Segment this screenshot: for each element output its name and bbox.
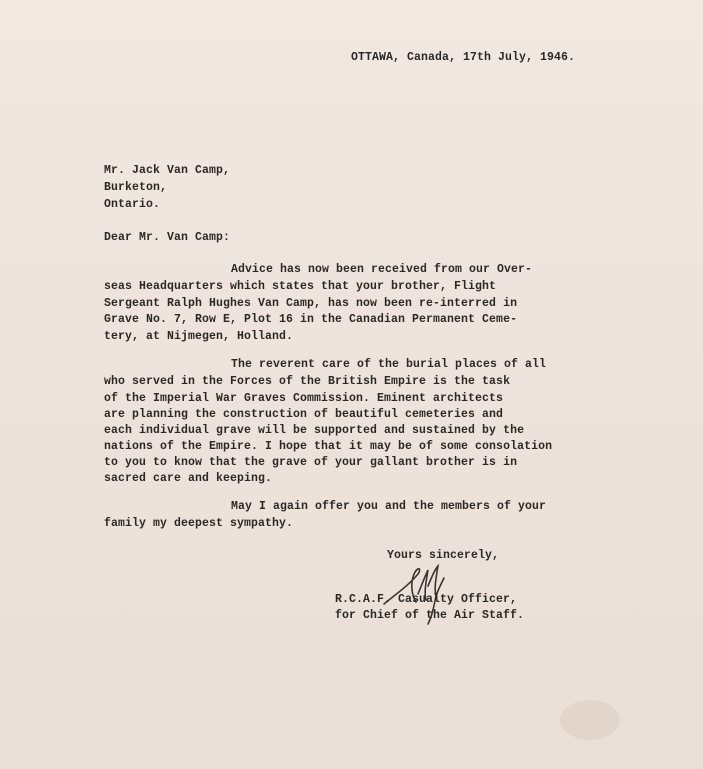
paragraph1-line: tery, at Nijmegen, Holland.: [104, 330, 294, 343]
recipient-town: Burketon,: [104, 181, 168, 194]
paragraph3-line: May I again offer you and the members of your: [231, 500, 547, 513]
signer-for: for Chief of the Air Staff.: [335, 609, 525, 622]
valediction: Yours sincerely,: [387, 549, 500, 562]
paragraph1-line: Advice has now been received from our Over-: [231, 263, 533, 276]
paragraph2-line: sacred care and keeping.: [104, 472, 273, 485]
signer-title: R.C.A.F. Casualty Officer,: [335, 593, 518, 606]
dateline: OTTAWA, Canada, 17th July, 1946.: [351, 51, 576, 64]
salutation: Dear Mr. Van Camp:: [104, 231, 231, 244]
paragraph1-line: Grave No. 7, Row E, Plot 16 in the Canadian Permanent Ceme-: [104, 313, 518, 326]
paragraph2-line: to you to know that the grave of your gallant brother is in: [104, 456, 518, 469]
recipient-name: Mr. Jack Van Camp,: [104, 164, 231, 177]
paragraph1-line: seas Headquarters which states that your brother, Flight: [104, 280, 497, 293]
paragraph2-line: who served in the Forces of the British Empire is the task: [104, 375, 511, 388]
paragraph1-line: Sergeant Ralph Hughes Van Camp, has now been re-interred in: [104, 297, 518, 310]
paragraph2-line: are planning the construction of beautiful cemeteries and: [104, 408, 504, 421]
paragraph2-line: nations of the Empire. I hope that it may be of some consolation: [104, 440, 553, 453]
paragraph2-line: of the Imperial War Graves Commission. Eminent architects: [104, 392, 504, 405]
paper-stain: [560, 700, 620, 740]
paragraph2-line: The reverent care of the burial places of all: [231, 358, 547, 371]
paragraph2-line: each individual grave will be supported and sustained by the: [104, 424, 525, 437]
recipient-province: Ontario.: [104, 198, 161, 211]
paragraph3-line: family my deepest sympathy.: [104, 517, 294, 530]
